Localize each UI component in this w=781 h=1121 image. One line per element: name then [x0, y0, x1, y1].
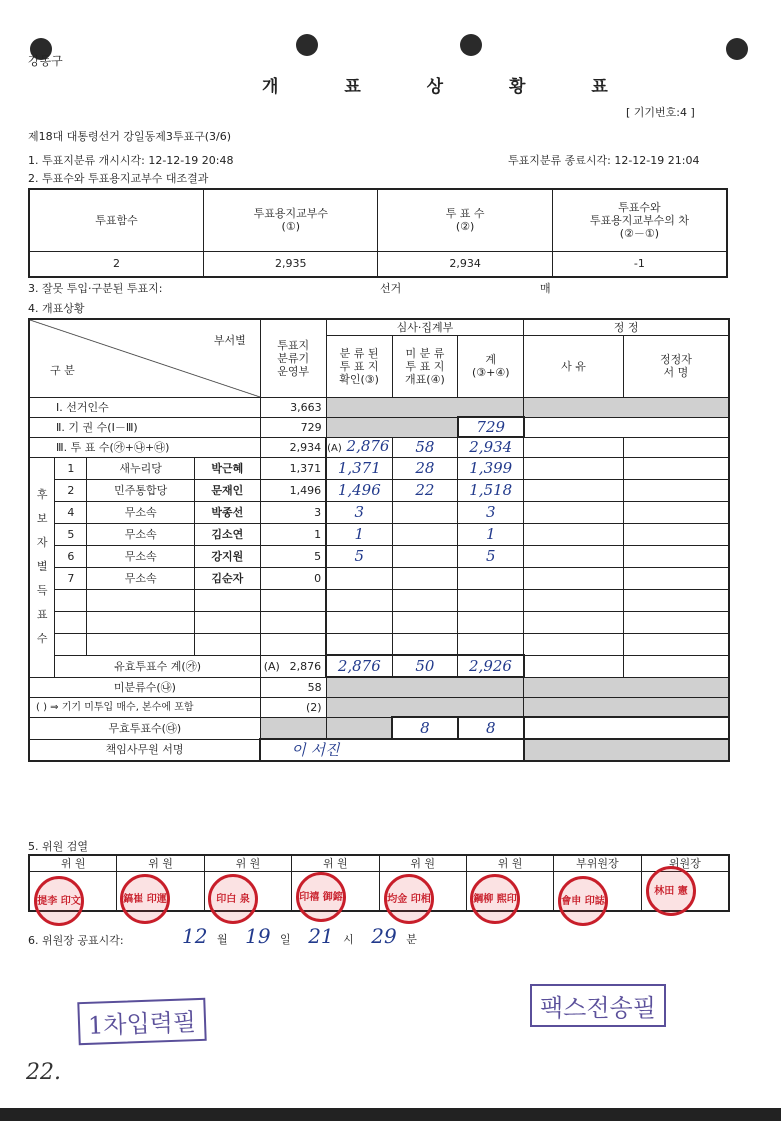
invalid-unclassified: 8 [392, 717, 458, 739]
candidate-no: 7 [55, 567, 87, 589]
correction-cell [524, 567, 624, 589]
announce-month: 12 [182, 924, 208, 948]
announce-hour: 21 [308, 924, 334, 948]
invalid-label: 무효투표수(㉰) [29, 717, 260, 739]
empty-cell [326, 611, 392, 633]
seal-stamp: 林田 憲 [646, 866, 696, 916]
clerk-signature: 이 서진 [260, 739, 523, 761]
correction-cell [524, 457, 624, 479]
candidate-unclassified: 28 [392, 457, 458, 479]
shaded-cell [524, 397, 729, 417]
commissioner-title: 위 원 [379, 855, 466, 871]
empty-cell [392, 611, 458, 633]
candidate-side-label: 후 보 자 별 득 표 수 [29, 457, 55, 677]
candidate-classified [326, 567, 392, 589]
candidate-total: 1,518 [458, 479, 524, 501]
votes-classified: (A) 2,876 [326, 437, 392, 457]
difference-header: 투표수와 투표용지교부수의 차 (②－①) [552, 189, 727, 251]
candidate-total: 1 [458, 523, 524, 545]
candidate-party: 무소속 [87, 523, 195, 545]
candidate-party: 무소속 [87, 501, 195, 523]
correction-cell [623, 545, 729, 567]
shaded-cell [326, 697, 524, 717]
candidate-no: 6 [55, 545, 87, 567]
empty-cell [623, 589, 729, 611]
votes-label: Ⅲ. 투 표 수(㉮+㉯+㉰) [29, 437, 260, 457]
candidate-classified: 1 [326, 523, 392, 545]
correction-header: 정 정 [524, 319, 729, 335]
candidate-no: 4 [55, 501, 87, 523]
abstain-value: 729 [260, 417, 326, 437]
candidate-total [458, 567, 524, 589]
announce-minute: 29 [371, 924, 397, 948]
empty-cell [194, 633, 260, 655]
vice-chair-title: 부위원장 [554, 855, 641, 871]
seal-stamp: 鎬崔 印運 [120, 874, 170, 924]
candidate-op: 1 [260, 523, 326, 545]
correction-cell [524, 545, 624, 567]
votes-unclassified: 58 [392, 437, 458, 457]
candidate-party: 무소속 [87, 545, 195, 567]
section4-heading: 4. 개표상황 [28, 302, 85, 315]
abstain-label: Ⅱ. 기 권 수(Ⅰ－Ⅲ) [29, 417, 260, 437]
correction-cell [623, 479, 729, 501]
misplaced-unit: 매 [540, 282, 551, 295]
correction-cell [623, 523, 729, 545]
shaded-cell [524, 739, 729, 761]
empty-cell [392, 633, 458, 655]
correction-cell [623, 501, 729, 523]
announce-time-label: 6. 위원장 공표시각: [28, 934, 124, 947]
reason-header: 사 유 [524, 335, 624, 397]
empty-cell [392, 589, 458, 611]
district: 강동구 [28, 54, 63, 68]
month-unit: 월 [216, 933, 228, 946]
empty-cell [55, 611, 87, 633]
candidate-name: 김순자 [194, 567, 260, 589]
candidate-op: 3 [260, 501, 326, 523]
section2-heading: 2. 투표수와 투표용지교부수 대조결과 [28, 172, 209, 185]
valid-votes-op: (A) 2,876 [260, 655, 326, 677]
announce-day: 19 [245, 924, 271, 948]
empty-cell [326, 633, 392, 655]
empty-cell [194, 589, 260, 611]
candidate-unclassified [392, 523, 458, 545]
empty-cell [524, 633, 624, 655]
empty-cell [87, 589, 195, 611]
sort-start-time: 1. 투표지분류 개시시각: 12-12-19 20:48 [28, 154, 234, 167]
candidate-op: 0 [260, 567, 326, 589]
candidate-op: 1,371 [260, 457, 326, 479]
votes-count: 2,934 [378, 251, 552, 277]
candidate-name: 박근혜 [194, 457, 260, 479]
clerk-sign-label: 책임사무원 서명 [29, 739, 260, 761]
seal-stamp: 印白 泉 [208, 874, 258, 924]
shaded-cell [326, 717, 392, 739]
shaded-cell [524, 697, 729, 717]
note-label: ( ) ⇒ 기기 미투입 매수, 본수에 포함 [29, 697, 260, 717]
empty-cell [87, 611, 195, 633]
announce-time [182, 924, 417, 948]
candidate-total: 5 [458, 545, 524, 567]
correction-cell [524, 655, 624, 677]
scan-edge-bar [0, 1108, 781, 1121]
minute-unit: 분 [406, 933, 417, 946]
correction-cell [623, 567, 729, 589]
candidate-party: 새누리당 [87, 457, 195, 479]
empty-cell [326, 589, 392, 611]
candidate-unclassified [392, 501, 458, 523]
candidate-name: 김소연 [194, 523, 260, 545]
voters-value: 3,663 [260, 397, 326, 417]
votes-value: 2,934 [260, 437, 326, 457]
seal-stamp: 會申 印誌 [558, 876, 608, 926]
correction-cell [524, 479, 624, 501]
commissioner-title: 위 원 [292, 855, 379, 871]
empty-cell [623, 611, 729, 633]
correction-cell [524, 417, 729, 437]
abstain-handwritten: 729 [458, 417, 524, 437]
note-op: (2) [260, 697, 326, 717]
difference-value: -1 [552, 251, 727, 277]
empty-cell [524, 611, 624, 633]
col-total-header: 계 (③+④) [458, 335, 524, 397]
col-op-header: 투표지 분류기 운영부 [260, 319, 326, 397]
misplaced-election-word: 선거 [380, 282, 402, 295]
candidate-party: 무소속 [87, 567, 195, 589]
candidate-name: 강지원 [194, 545, 260, 567]
punch-hole [726, 38, 748, 60]
candidate-classified: 1,496 [326, 479, 392, 501]
candidate-no: 1 [55, 457, 87, 479]
hour-unit: 시 [343, 933, 354, 946]
review-header: 심사·집계부 [326, 319, 524, 335]
correction-cell [623, 437, 729, 457]
candidate-party: 민주통합당 [87, 479, 195, 501]
empty-cell [194, 611, 260, 633]
candidate-unclassified: 22 [392, 479, 458, 501]
unclassified-op: 58 [260, 677, 326, 697]
correction-cell [623, 655, 729, 677]
empty-cell [55, 633, 87, 655]
empty-cell [260, 633, 326, 655]
candidate-total: 3 [458, 501, 524, 523]
page-title: 개 표 상 황 표 [262, 77, 638, 97]
col-classified-header: 분 류 된 투 표 지 확인(③) [326, 335, 392, 397]
first-input-stamp: 1차입력필 [77, 998, 206, 1045]
candidate-unclassified [392, 567, 458, 589]
issued-count: 2,935 [204, 251, 378, 277]
shaded-cell [326, 397, 524, 417]
page-number: 22. [26, 1060, 61, 1085]
seal-stamp: 均金 印相 [384, 874, 434, 924]
day-unit: 일 [280, 933, 291, 946]
voters-label: Ⅰ. 선거인수 [29, 397, 260, 417]
election-name: 제18대 대통령선거 강일동제3투표구(3/6) [28, 130, 232, 143]
count-table [28, 318, 730, 762]
machine-number: [ 기기번호:4 ] [626, 106, 695, 119]
valid-unclassified: 50 [392, 655, 458, 677]
ballot-box-count: 2 [29, 251, 204, 277]
chair-title: 위원장 [641, 855, 729, 871]
correction-cell [524, 717, 729, 739]
col-unclassified-header: 미 분 류 투 표 지 개표(④) [392, 335, 458, 397]
candidate-op: 1,496 [260, 479, 326, 501]
shaded-cell [260, 717, 326, 739]
shaded-cell [524, 677, 729, 697]
commissioner-title: 위 원 [117, 855, 204, 871]
commissioner-title: 위 원 [204, 855, 291, 871]
valid-votes-label: 유효투표수 계(㉮) [55, 655, 260, 677]
candidate-unclassified [392, 545, 458, 567]
issued-header: 투표용지교부수 (①) [204, 189, 378, 251]
shaded-cell [326, 417, 458, 437]
commissioner-title: 위 원 [29, 855, 117, 871]
seal-stamp: 鋼柳 熙印 [470, 874, 520, 924]
ballot-check-table [28, 188, 728, 278]
empty-cell [55, 589, 87, 611]
candidate-name: 박종선 [194, 501, 260, 523]
empty-cell [623, 633, 729, 655]
candidate-total: 1,399 [458, 457, 524, 479]
empty-cell [458, 633, 524, 655]
section5-heading: 5. 위원 검열 [28, 840, 88, 853]
punch-hole [296, 34, 318, 56]
punch-hole [460, 34, 482, 56]
votes-header: 투 표 수 (②) [378, 189, 552, 251]
correction-cell [524, 523, 624, 545]
invalid-total: 8 [458, 717, 524, 739]
ballot-box-count-header: 투표함수 [29, 189, 204, 251]
misplaced-ballots-label: 3. 잘못 투입·구분된 투표지: [28, 282, 163, 295]
candidate-classified: 1,371 [326, 457, 392, 479]
unclassified-label: 미분류수(㉯) [29, 677, 260, 697]
correction-cell [623, 457, 729, 479]
empty-cell [260, 611, 326, 633]
category-dept-header: 부서별 구 분 [29, 319, 260, 397]
corrector-header: 정정자 서 명 [623, 335, 729, 397]
candidate-op: 5 [260, 545, 326, 567]
valid-classified: 2,876 [326, 655, 392, 677]
commissioner-title: 위 원 [466, 855, 553, 871]
correction-cell [524, 501, 624, 523]
candidate-no: 5 [55, 523, 87, 545]
sort-end-time: 투표지분류 종료시각: 12-12-19 21:04 [508, 154, 700, 167]
seal-stamp: 印禧 御鎔 [296, 872, 346, 922]
shaded-cell [326, 677, 524, 697]
candidate-classified: 5 [326, 545, 392, 567]
empty-cell [260, 589, 326, 611]
candidate-name: 문재인 [194, 479, 260, 501]
votes-total: 2,934 [458, 437, 524, 457]
correction-cell [524, 437, 624, 457]
fax-sent-stamp: 팩스전송필 [530, 984, 666, 1027]
empty-cell [524, 589, 624, 611]
empty-cell [87, 633, 195, 655]
seal-stamp: 提李 印文 [34, 876, 84, 926]
empty-cell [458, 611, 524, 633]
empty-cell [458, 589, 524, 611]
candidate-classified: 3 [326, 501, 392, 523]
valid-total: 2,926 [458, 655, 524, 677]
candidate-no: 2 [55, 479, 87, 501]
